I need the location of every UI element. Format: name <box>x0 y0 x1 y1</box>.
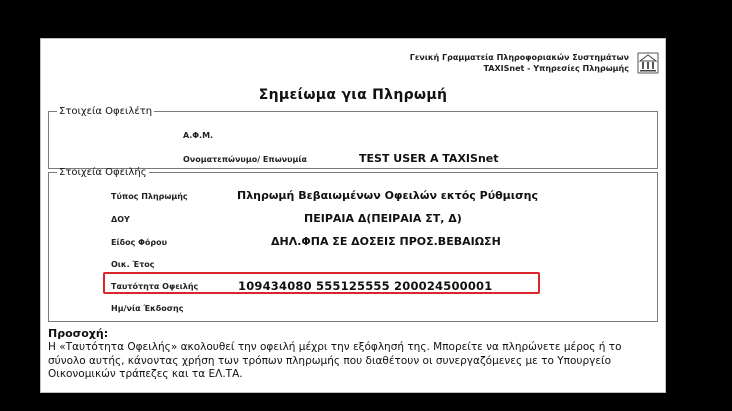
name-label: Ονοματεπώνυμο/ Επωνυμία <box>183 155 308 164</box>
name-value: TEST USER A TAXISnet <box>359 152 499 165</box>
debt-id-value: 109434080 555125555 200024500001 <box>238 279 493 293</box>
gsis-logo-icon <box>637 52 659 74</box>
debtor-section <box>48 106 658 169</box>
payment-type-label: Τύπος Πληρωμής <box>111 192 188 201</box>
header <box>410 52 629 74</box>
payment-note-document <box>40 38 666 393</box>
afm-label: Α.Φ.Μ. <box>183 131 214 140</box>
header-line1: Γενική Γραμματεία Πληροφοριακών Συστημάτων <box>409 53 629 62</box>
doy-value: ΠΕΙΡΑΙΑ Δ(ΠΕΙΡΑΙΑ ΣΤ, Δ) <box>304 212 462 225</box>
debtor-legend: Στοιχεία Οφειλέτη <box>59 106 153 117</box>
year-label: Οικ. Έτος <box>111 260 155 269</box>
doy-label: ΔΟΥ <box>111 215 130 224</box>
tax-type-value: ΔΗΛ.ΦΠΑ ΣΕ ΔΟΣΕΙΣ ΠΡΟΣ.ΒΕΒΑΙΩΣΗ <box>271 235 501 248</box>
debt-legend: Στοιχεία Οφειλής <box>59 167 147 178</box>
payment-type-value: Πληρωμή Βεβαιωμένων Οφειλών εκτός Ρύθμισης <box>237 189 538 202</box>
tax-type-label: Είδος Φόρου <box>111 238 168 247</box>
header-line2: TAXISnet - Υπηρεσίες Πληρωμής <box>483 64 629 73</box>
page-title: Σημείωμα για Πληρωμή <box>258 87 448 103</box>
notice-text: Η «Ταυτότητα Οφειλής» ακολουθεί την οφειλή μέχρι την εξόφλησή της. Μπορείτε να πληρώνετε μέρος ή το σύνολο αυτής, κάνοντας χρήση των τρόπων πληρωμής που διαθέτουν οι συνεργαζόμενες με το Υπουργείο Οικονομικών τράπεζες και τα ΕΛ.ΤΑ. <box>48 341 622 380</box>
issue-date-label: Ημ/νία Έκδοσης <box>111 304 184 313</box>
debt-id-label: Ταυτότητα Οφειλής <box>111 282 199 291</box>
debt-id-highlight <box>103 272 540 294</box>
notice-title: Προσοχή: <box>48 327 109 340</box>
